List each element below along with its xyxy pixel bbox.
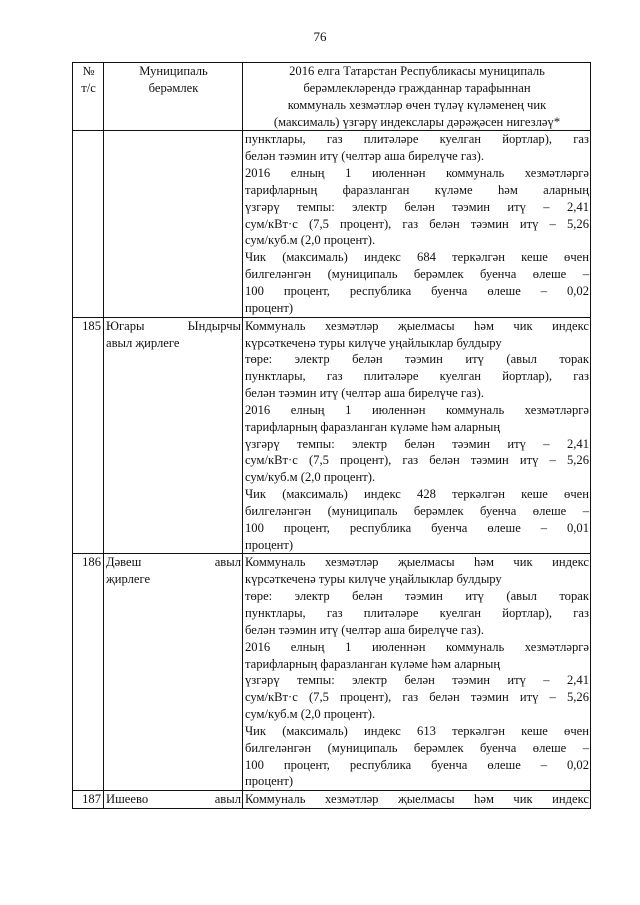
header-number-line: №	[82, 64, 95, 78]
header-title-line: (максималь) үзгәрү индекслары дәрәҗәсен нигезләү*	[273, 114, 561, 129]
description-line: Коммуналь хезмәтләр җыелмасы һәм чик индекс	[245, 792, 589, 807]
description-line: Чик (максималь) индекс 613 теркәлгән кеше өчен	[245, 723, 589, 738]
description-line: үзгәрү темпы: электр белән тәэмин итү – 2,41	[245, 673, 589, 688]
description-line: пунктлары, газ плитәләре куелган йортлар), газ	[245, 132, 589, 147]
description-line: тарифларның фаразланган күләме һәм аларның	[245, 656, 501, 671]
header-title-line: берәмлекләрендә гражданнар тарафыннан	[303, 80, 531, 95]
municipality-line: авыл җирлеге	[106, 335, 180, 350]
description-line: сум/кВт·с (7,5 процент), газ белән тәэмин итү – 5,26	[245, 453, 589, 468]
description-line: белән тәэмин итү (челтәр аша бирелүче газ).	[245, 386, 484, 401]
description-line: белән тәэмин итү (челтәр аша бирелүче газ).	[245, 149, 484, 164]
header-municipality-line: берәмлек	[148, 80, 199, 95]
description-line: төре: электр белән тәэмин итү (авыл торак	[245, 589, 589, 604]
description-line: белән тәэмин итү (челтәр аша бирелүче газ).	[245, 622, 484, 637]
description-line: Чик (максималь) индекс 428 теркәлгән кеше өчен	[245, 487, 589, 502]
description-line: пунктлары, газ плитәләре куелган йортлар), газ	[245, 369, 589, 384]
description-line: үзгәрү темпы: электр белән тәэмин итү – 2,41	[245, 199, 589, 214]
municipality-cell	[104, 554, 243, 791]
number-cell: 187	[73, 791, 104, 809]
description-line: сум/куб.м (2,0 процент).	[245, 707, 376, 722]
description-line: процент)	[245, 300, 294, 315]
description-line: 2016 елның 1 июленнән коммуналь хезмәтләргә	[245, 639, 589, 654]
number-cell: 186	[73, 554, 104, 791]
description-line: билгеләнгән (муниципаль берәмлек буенча өлеше –	[245, 503, 589, 518]
description-line: сум/кВт·с (7,5 процент), газ белән тәэмин итү – 5,26	[245, 216, 589, 231]
header-title-line: коммуналь хезмәтләр өчен түләү күләменең чик	[287, 97, 547, 112]
municipality-cell	[104, 131, 243, 317]
description-line: үзгәрү темпы: электр белән тәэмин итү – 2,41	[245, 436, 589, 451]
description-line: 2016 елның 1 июленнән коммуналь хезмәтләргә	[245, 166, 589, 181]
description-line: 100 процент, республика буенча өлеше – 0,02	[245, 757, 589, 772]
description-line: билгеләнгән (муниципаль берәмлек буенча өлеше –	[245, 267, 589, 282]
table-row	[73, 554, 591, 791]
description-line: күрсәткеченә туры килүче уңайлыклар булдыру	[245, 572, 502, 587]
description-line: 100 процент, республика буенча өлеше – 0,01	[245, 520, 589, 535]
page-number: 76	[313, 29, 327, 44]
description-line: процент)	[245, 774, 294, 789]
municipality-cell	[104, 317, 243, 554]
description-cell	[243, 317, 591, 554]
number-cell	[73, 131, 104, 317]
description-line: 100 процент, республика буенча өлеше – 0,02	[245, 283, 589, 298]
header-municipality-line: Муниципаль	[139, 64, 208, 78]
header-municipality-cell	[104, 63, 243, 131]
table-row	[73, 131, 591, 317]
description-line: Коммуналь хезмәтләр җыелмасы һәм чик индекс	[245, 555, 589, 570]
header-number-line: т/с	[81, 80, 96, 95]
description-line: процент)	[245, 537, 294, 552]
table-row	[73, 317, 591, 554]
description-line: билгеләнгән (муниципаль берәмлек буенча өлеше –	[245, 740, 589, 755]
description-line: 2016 елның 1 июленнән коммуналь хезмәтләргә	[245, 402, 589, 417]
description-line: Чик (максималь) индекс 684 теркәлгән кеше өчен	[245, 250, 589, 265]
description-line: төре: электр белән тәэмин итү (авыл торак	[245, 352, 589, 367]
description-line: пунктлары, газ плитәләре куелган йортлар), газ	[245, 606, 589, 620]
description-line: сум/куб.м (2,0 процент).	[245, 233, 376, 248]
table-row	[73, 791, 591, 809]
municipality-cell	[104, 791, 243, 809]
description-line: сум/куб.м (2,0 процент).	[245, 470, 376, 485]
description-line: сум/кВт·с (7,5 процент), газ белән тәэмин итү – 5,26	[245, 690, 589, 705]
header-title-cell	[243, 63, 591, 131]
table-header-row	[73, 63, 591, 131]
header-number-cell	[73, 63, 104, 131]
description-line: тарифларның фаразланган күләме һәм аларның	[245, 182, 589, 197]
number-cell: 185	[73, 317, 104, 554]
description-line: күрсәткеченә туры килүче уңайлыклар булдыру	[245, 335, 502, 350]
municipality-line: Дәвеш авыл	[106, 555, 241, 570]
description-line: Коммуналь хезмәтләр җыелмасы һәм чик индекс	[245, 318, 589, 333]
header-title-line: 2016 елга Татарстан Республикасы муниципаль	[289, 64, 545, 78]
description-cell	[243, 791, 591, 809]
municipality-line: Ишеево авыл	[106, 792, 241, 807]
description-line: тарифларның фаразланган күләме һәм аларның	[245, 419, 501, 434]
description-cell	[243, 554, 591, 791]
description-cell	[243, 131, 591, 317]
municipality-line: җирлеге	[106, 572, 151, 587]
municipality-line: Югары Ындырчы	[106, 318, 241, 333]
tariff-table	[72, 62, 591, 809]
